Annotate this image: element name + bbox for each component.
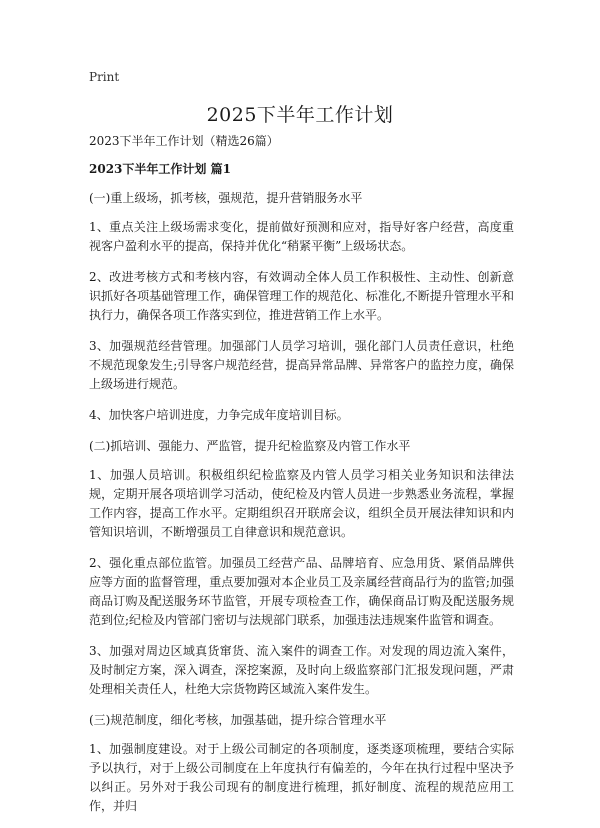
- paragraph: 1、加强制度建设。对于上级公司制定的各项制度，逐类逐项梳理，要结合实际予以执行，对于上级公司制度在上年度执行有偏差的，今年在执行过程中坚决予以纠正。另外对于我公司现有的制度进行梳理，抓好制度、流程的规范应用工作，并归: [89, 742, 514, 813]
- document-subtitle: 2023下半年工作计划（精选26篇）: [89, 134, 279, 148]
- paragraph: 1、加强人员培训。积极组织纪检监察及内管人员学习相关业务知识和法律法规，定期开展各项培训学习活动，使纪检及内管人员进一步熟悉业务流程，掌握工作内容，提高工作水平。定期组织召开联席会议，组织全员开展法律知识和内管知识培训，不断增强员工自律意识和规范意识。: [89, 468, 514, 539]
- subheading-2: (二)抓培训、强能力、严监管，提升纪检监察及内管工作水平: [89, 439, 411, 453]
- paragraph: 3、加强对周边区域真货窜货、流入案件的调查工作。对发现的周边流入案件，及时制定方案，深入调查，深挖案源，及时向上级监察部门汇报发现问题，严肃处理相关责任人，杜绝大宗货物跨区域流入案件发生。: [89, 644, 514, 696]
- subheading-1: (一)重上级场，抓考核，强规范，提升营销服务水平: [89, 191, 363, 205]
- section-heading: 2023下半年工作计划 篇1: [89, 162, 231, 176]
- document-body: [89, 132, 514, 828]
- paragraph: 2、改进考核方式和考核内容，有效调动全体人员工作积极性、主动性、创新意识抓好各项基础管理工作，确保管理工作的规范化、标准化,不断提升管理水平和执行力，确保各项工作落实到位，推进营销工作上水平。: [89, 270, 514, 322]
- document-title: 2025下半年工作计划: [206, 104, 394, 126]
- print-link[interactable]: Print: [89, 70, 120, 84]
- paragraph: 2、强化重点部位监管。加强员工经营产品、品牌培育、应急用货、紧俏品牌供应等方面的监督管理，重点要加强对本企业员工及亲属经营商品行为的监管;加强商品订购及配送服务环节监管，开展专项检查工作，确保商品订购及配送服务规范到位;纪检及内管部门密切与法规部门联系，加强违法违规案件监管和调查。: [89, 556, 514, 627]
- paragraph: 3、加强规范经营管理。加强部门人员学习培训，强化部门人员责任意识，杜绝不规范现象发生;引导客户规范经营，提高异常品牌、异常客户的监控力度，确保上级场进行规范。: [89, 339, 514, 391]
- paragraph: 4、加快客户培训进度，力争完成年度培训目标。: [89, 408, 349, 422]
- subheading-3: (三)规范制度，细化考核，加强基础，提升综合管理水平: [89, 713, 387, 727]
- paragraph: 1、重点关注上级场需求变化，提前做好预测和应对，指导好客户经营，高度重视客户盈利水平的提高，保持并优化“稍紧平衡”上级场状态。: [89, 220, 514, 253]
